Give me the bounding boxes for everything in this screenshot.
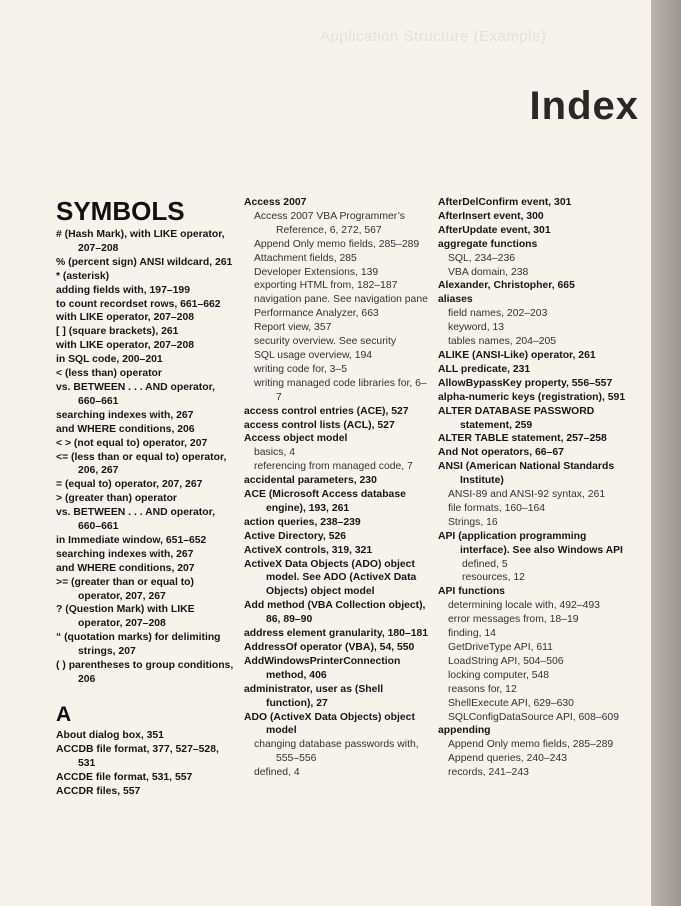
index-entry: aliases [438, 294, 473, 306]
index-entry: in SQL code, 200–201 [56, 354, 163, 366]
index-entry: and WHERE conditions, 207 [56, 562, 195, 574]
index-subentry: reasons for, 12 [448, 683, 517, 695]
index-subentry: security overview. See security [254, 336, 397, 348]
index-subentry: SQLConfigDataSource API, 608–609 [448, 711, 619, 723]
index-entry: ADO (ActiveX Data Objects) object model [244, 711, 415, 737]
index-entry: with LIKE operator, 207–208 [56, 312, 195, 324]
index-subentry: error messages from, 18–19 [448, 614, 579, 626]
index-subentry: ANSI-89 and ANSI-92 syntax, 261 [448, 489, 606, 501]
index-column-2 [244, 196, 432, 780]
index-subentry: VBA domain, 238 [448, 266, 529, 278]
index-entry: AfterDelConfirm event, 301 [438, 197, 572, 208]
index-entry: Alexander, Christopher, 665 [438, 280, 575, 292]
index-entry: < (less than) operator [56, 368, 162, 380]
index-entry: Active Directory, 526 [244, 530, 347, 542]
index-entry: ( ) parentheses to group conditions, 206 [56, 660, 234, 685]
index-entry: # (Hash Mark), with LIKE operator, 207–208 [56, 229, 225, 254]
index-subentry: locking computer, 548 [448, 669, 550, 681]
index-subentry: Attachment fields, 285 [254, 252, 357, 264]
index-subentry: referencing from managed code, 7 [254, 461, 413, 473]
index-entry: administrator, user as (Shell function), 27 [244, 683, 384, 709]
index-subentry: writing managed code libraries for, 6–7 [254, 377, 427, 403]
index-entry: alpha-numeric keys (registration), 591 [438, 391, 626, 403]
index-subentry: defined, 5 [462, 558, 508, 570]
index-subentry: file formats, 160–164 [448, 502, 546, 514]
index-entry: API (application programming interface). See also Windows API [438, 530, 623, 556]
index-subentry: Access 2007 VBA Programmer’s Reference, 6, 272, 567 [254, 210, 405, 236]
index-entry: ACE (Microsoft Access database engine), 193, 261 [244, 489, 406, 514]
index-entry: with LIKE operator, 207–208 [56, 340, 195, 352]
index-entry: AfterUpdate event, 301 [438, 224, 551, 236]
index-entry: action queries, 238–239 [244, 516, 361, 528]
index-entry: API functions [438, 586, 505, 598]
index-entry: to count recordset rows, 661–662 [56, 298, 221, 310]
index-entry: adding fields with, 197–199 [56, 284, 190, 296]
index-subentry: writing code for, 3–5 [254, 363, 347, 375]
index-subentry: field names, 202–203 [448, 308, 548, 320]
index-subentry: Report view, 357 [254, 322, 332, 334]
index-subentry: navigation pane. See navigation pane [254, 294, 428, 306]
index-entry: ALTER DATABASE PASSWORD statement, 259 [438, 405, 595, 431]
index-subentry: SQL usage overview, 194 [254, 349, 373, 361]
index-subentry: changing database passwords with, 555–556 [254, 739, 419, 765]
index-entry: ActiveX Data Objects (ADO) object model. See ADO (ActiveX Data Objects) object model [244, 558, 417, 598]
index-subentry: ShellExecute API, 629–630 [448, 697, 574, 709]
index-subentry: LoadString API, 504–506 [448, 655, 564, 667]
index-entry: accidental parameters, 230 [244, 475, 377, 487]
index-entry: vs. BETWEEN . . . AND operator, 660–661 [56, 507, 215, 533]
index-column-1 [56, 196, 234, 798]
index-subentry: Append queries, 240–243 [448, 753, 568, 765]
index-entry: searching indexes with, 267 [56, 548, 194, 560]
index-subentry: SQL, 234–236 [448, 252, 516, 264]
index-subentry: Performance Analyzer, 663 [254, 308, 379, 320]
index-entry: appending [438, 725, 491, 737]
index-subentry: basics, 4 [254, 447, 296, 459]
index-entry: % (percent sign) ANSI wildcard, 261 [56, 256, 233, 268]
index-entry: < > (not equal to) operator, 207 [56, 437, 208, 449]
index-entry: >= (greater than or equal to) operator, 207, 267 [56, 576, 194, 602]
index-entry: ActiveX controls, 319, 321 [244, 544, 373, 556]
index-entry: ALL predicate, 231 [438, 363, 531, 375]
index-entry: And Not operators, 66–67 [438, 447, 564, 459]
index-subentry: GetDriveType API, 611 [448, 642, 553, 653]
index-subentry: determining locale with, 492–493 [448, 600, 600, 612]
index-entry: searching indexes with, 267 [56, 409, 194, 421]
index-subentry: Append Only memo fields, 285–289 [448, 739, 614, 751]
index-entry: AddressOf operator (VBA), 54, 550 [244, 642, 415, 653]
index-entry: “ (quotation marks) for delimiting strings, 207 [56, 632, 221, 658]
index-subentry: finding, 14 [448, 628, 496, 640]
index-subentry: Developer Extensions, 139 [254, 266, 379, 278]
index-entry: ACCDE file format, 531, 557 [56, 771, 193, 783]
index-entry: access control entries (ACE), 527 [244, 405, 409, 417]
index-entry: <= (less than or equal to) operator, 206, 267 [56, 451, 227, 477]
index-entry: ACCDR files, 557 [56, 785, 141, 797]
index-entry: AddWindowsPrinterConnection method, 406 [244, 655, 401, 681]
index-subentry: records, 241–243 [448, 767, 529, 779]
index-entry: access control lists (ACL), 527 [244, 419, 395, 431]
index-subentry: Append Only memo fields, 285–289 [254, 238, 420, 250]
index-entry: ALTER TABLE statement, 257–258 [438, 433, 607, 445]
index-subentry: Strings, 16 [448, 516, 498, 528]
index-entry: = (equal to) operator, 207, 267 [56, 479, 203, 491]
index-entry: ACCDB file format, 377, 527–528, 531 [56, 743, 219, 769]
index-subentry: exporting HTML from, 182–187 [254, 280, 398, 292]
page-title: Index [529, 84, 639, 128]
index-entry: ? (Question Mark) with LIKE operator, 207–208 [56, 604, 195, 630]
index-entry: ALIKE (ANSI-Like) operator, 261 [438, 349, 596, 361]
index-entry: Access 2007 [244, 197, 307, 208]
index-entry: About dialog box, 351 [56, 729, 164, 741]
index-entry: and WHERE conditions, 206 [56, 423, 195, 435]
index-entry: in Immediate window, 651–652 [56, 534, 207, 546]
index-entry: AllowBypassKey property, 556–557 [438, 377, 613, 389]
index-subentry: resources, 12 [462, 572, 525, 584]
index-entry: * (asterisk) [56, 270, 110, 282]
section-heading: SYMBOLS [56, 196, 185, 226]
index-entry: address element granularity, 180–181 [244, 628, 429, 640]
index-entry: aggregate functions [438, 238, 538, 250]
page-edge-shadow [651, 0, 681, 906]
index-subentry: tables names, 204–205 [448, 336, 557, 348]
faded-running-head: Application Structure (Example) [320, 28, 547, 45]
section-heading: A [56, 702, 72, 726]
index-entry: ANSI (American National Standards Institute) [438, 461, 615, 487]
index-subentry: keyword, 13 [448, 322, 505, 334]
index-entry: Access object model [244, 433, 348, 445]
index-entry: Add method (VBA Collection object), 86, 89–90 [244, 600, 426, 626]
index-entry: [ ] (square brackets), 261 [56, 326, 179, 338]
index-column-3 [438, 196, 638, 780]
index-subentry: defined, 4 [254, 767, 300, 779]
index-entry: vs. BETWEEN . . . AND operator, 660–661 [56, 381, 215, 407]
index-entry: AfterInsert event, 300 [438, 210, 544, 222]
index-entry: > (greater than) operator [56, 493, 177, 505]
